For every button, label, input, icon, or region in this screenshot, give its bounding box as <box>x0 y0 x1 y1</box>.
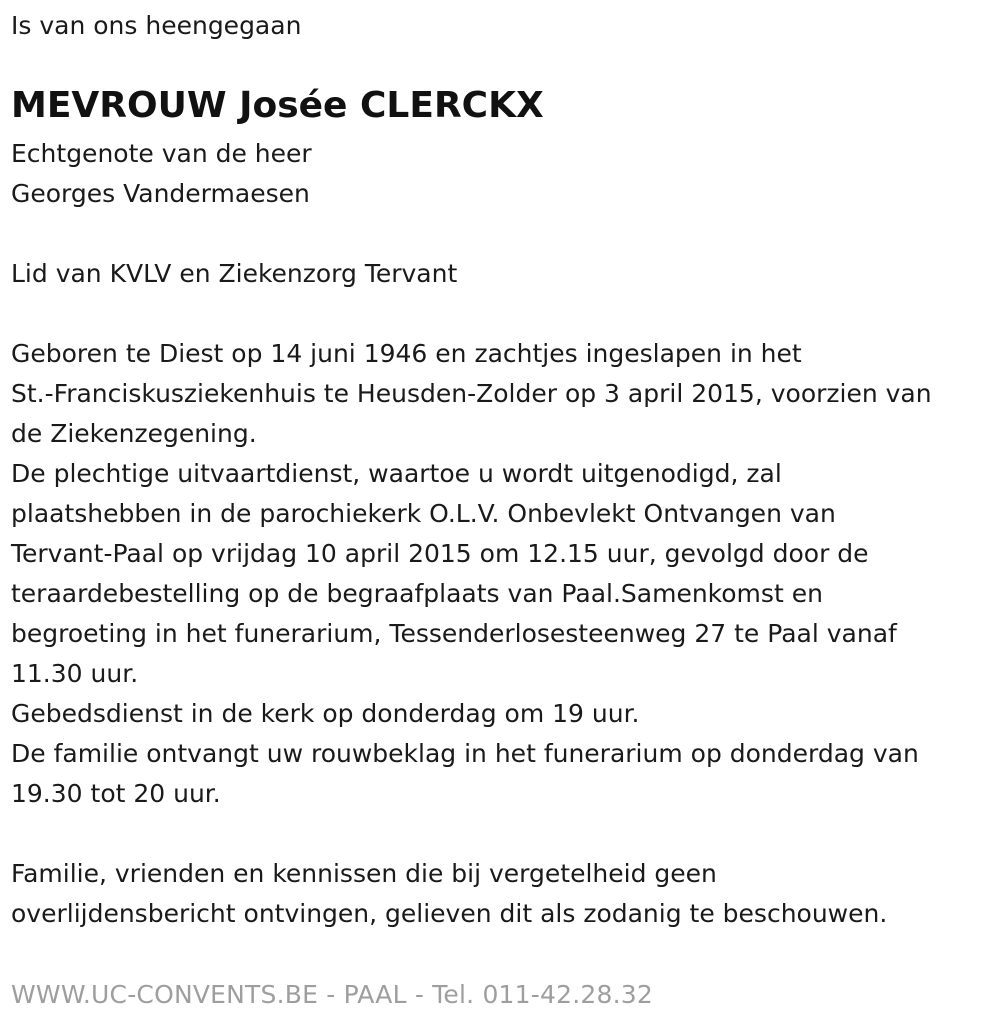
detail-line: St.-Franciskusziekenhuis te Heusden-Zolder op 3 april 2015, voorzien van <box>11 379 932 408</box>
detail-line: 19.30 tot 20 uur. <box>11 779 221 808</box>
detail-line: begroeting in het funerarium, Tessenderlosesteenweg 27 te Paal vanaf <box>11 619 897 648</box>
spouse-line: Echtgenote van de heer <box>11 139 312 168</box>
detail-line: De plechtige uitvaartdienst, waartoe u wordt uitgenodigd, zal <box>11 459 782 488</box>
closing-line: overlijdensbericht ontvingen, gelieven dit als zodanig te beschouwen. <box>11 899 888 928</box>
detail-line: Geboren te Diest op 14 juni 1946 en zachtjes ingeslapen in het <box>11 339 802 368</box>
detail-line: de Ziekenzegening. <box>11 419 257 448</box>
spouse-block <box>11 134 312 214</box>
details-block <box>11 334 932 814</box>
deceased-name: MEVROUW Josée CLERCKX <box>11 85 544 126</box>
detail-line: Gebedsdienst in de kerk op donderdag om 19 uur. <box>11 699 640 728</box>
intro-text: Is van ons heengegaan <box>11 11 302 40</box>
spouse-line: Georges Vandermaesen <box>11 179 310 208</box>
membership-text: Lid van KVLV en Ziekenzorg Tervant <box>11 259 458 288</box>
closing-block <box>11 854 887 934</box>
detail-line: teraardebestelling op de begraafplaats van Paal.Samenkomst en <box>11 579 823 608</box>
footer-contact: WWW.UC-CONVENTS.BE - PAAL - Tel. 011-42.28.32 <box>11 980 653 1009</box>
membership-block <box>11 254 457 294</box>
closing-line: Familie, vrienden en kennissen die bij vergetelheid geen <box>11 859 717 888</box>
detail-line: De familie ontvangt uw rouwbeklag in het funerarium op donderdag van <box>11 739 919 768</box>
detail-line: Tervant-Paal op vrijdag 10 april 2015 om 12.15 uur, gevolgd door de <box>11 539 869 568</box>
detail-line: plaatshebben in de parochiekerk O.L.V. Onbevlekt Ontvangen van <box>11 499 836 528</box>
detail-line: 11.30 uur. <box>11 659 139 688</box>
